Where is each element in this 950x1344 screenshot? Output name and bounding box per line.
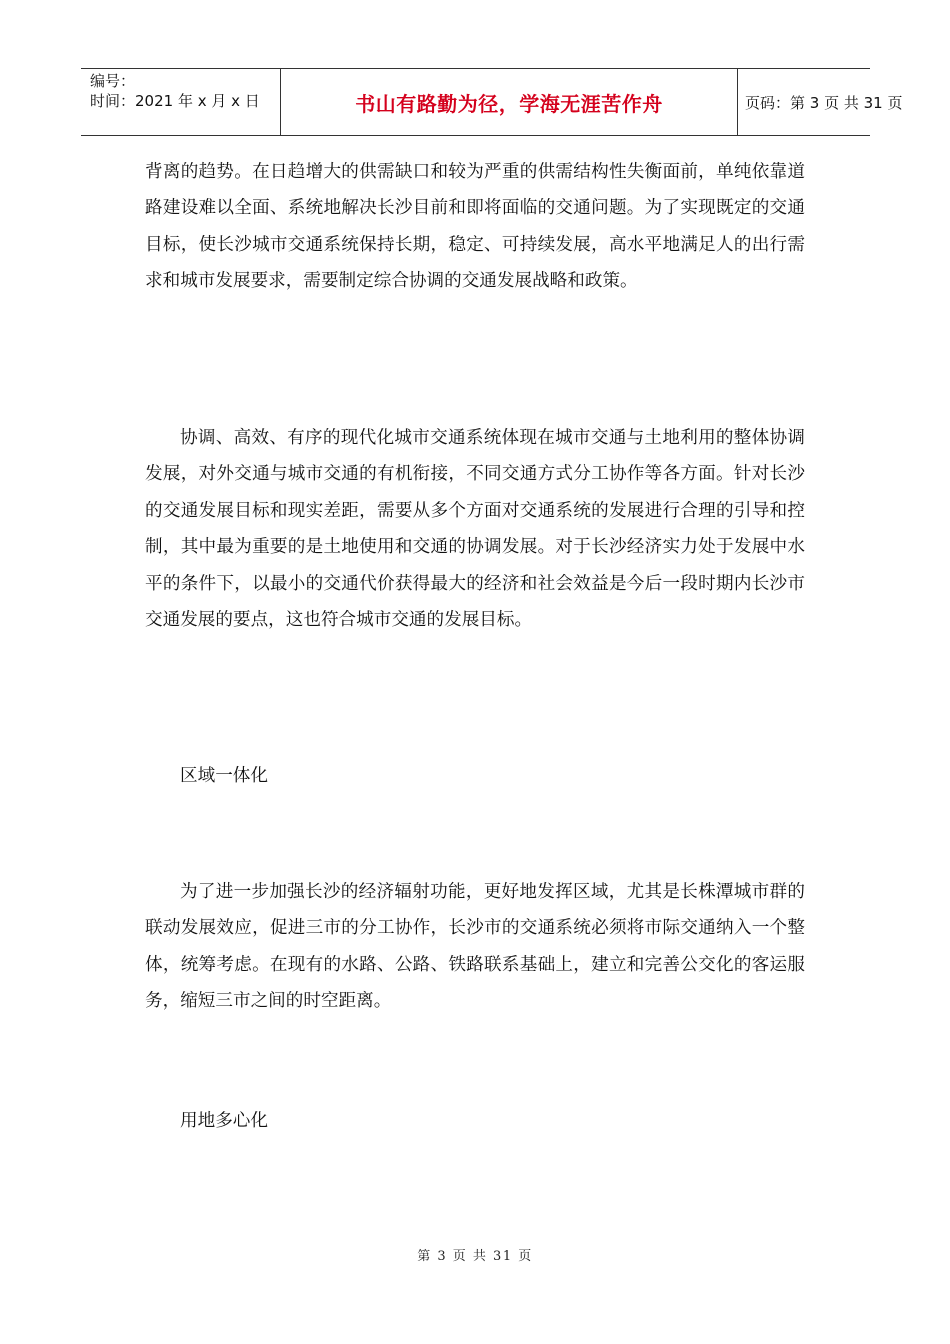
header-motto-cell xyxy=(281,69,738,135)
page-footer: 第 3 页 共 31 页 xyxy=(417,1249,533,1264)
paragraph-2: 协调、高效、有序的现代化城市交通系统体现在城市交通与土地利用的整体协调发展，对外交通与城市交通的有机衔接，不同交通方式分工协作等各方面。针对长沙的交通发展目标和现实差距，需要从多个方面对交通系统的发展进行合理的引导和控制，其中最为重要的是土地使用和交通的协调发展。对于长沙经济实力处于发展中水平的条件下，以最小的交通代价获得最大的经济和社会效益是今后一段时期内长沙市交通发展的要点，这也符合城市交通的发展目标。 xyxy=(145,428,805,631)
document-number-label: 编号： xyxy=(90,72,136,90)
header-motto: 书山有路勤为径，学海无涯苦作舟 xyxy=(355,91,663,116)
header-meta xyxy=(81,69,281,135)
document-header xyxy=(81,68,903,136)
paragraph-1: 背离的趋势。在日趋增大的供需缺口和较为严重的供需结构性失衡面前，单纯依靠道路建设难以全面、系统地解决长沙目前和即将面临的交通问题。为了实现既定的交通目标，使长沙城市交通系统保持长期，稳定、可持续发展，高水平地满足人的出行需求和城市发展要求，需要制定综合协调的交通发展战略和政策。 xyxy=(145,162,805,292)
section-heading-land-use-multicenter: 用地多心化 xyxy=(180,1111,268,1131)
paragraph-3: 为了进一步加强长沙的经济辐射功能，更好地发挥区域，尤其是长株潭城市群的联动发展效应，促进三市的分工协作，长沙市的交通系统必须将市际交通纳入一个整体，统筹考虑。在现有的水路、公路、铁路联系基础上，建立和完善公交化的客运服务，缩短三市之间的时空距离。 xyxy=(145,882,805,1012)
document-time-label: 时间：2021 年 x 月 x 日 xyxy=(90,92,260,110)
header-page-number: 页码：第 3 页 共 31 页 xyxy=(745,93,903,112)
section-heading-regional-integration: 区域一体化 xyxy=(180,766,268,786)
